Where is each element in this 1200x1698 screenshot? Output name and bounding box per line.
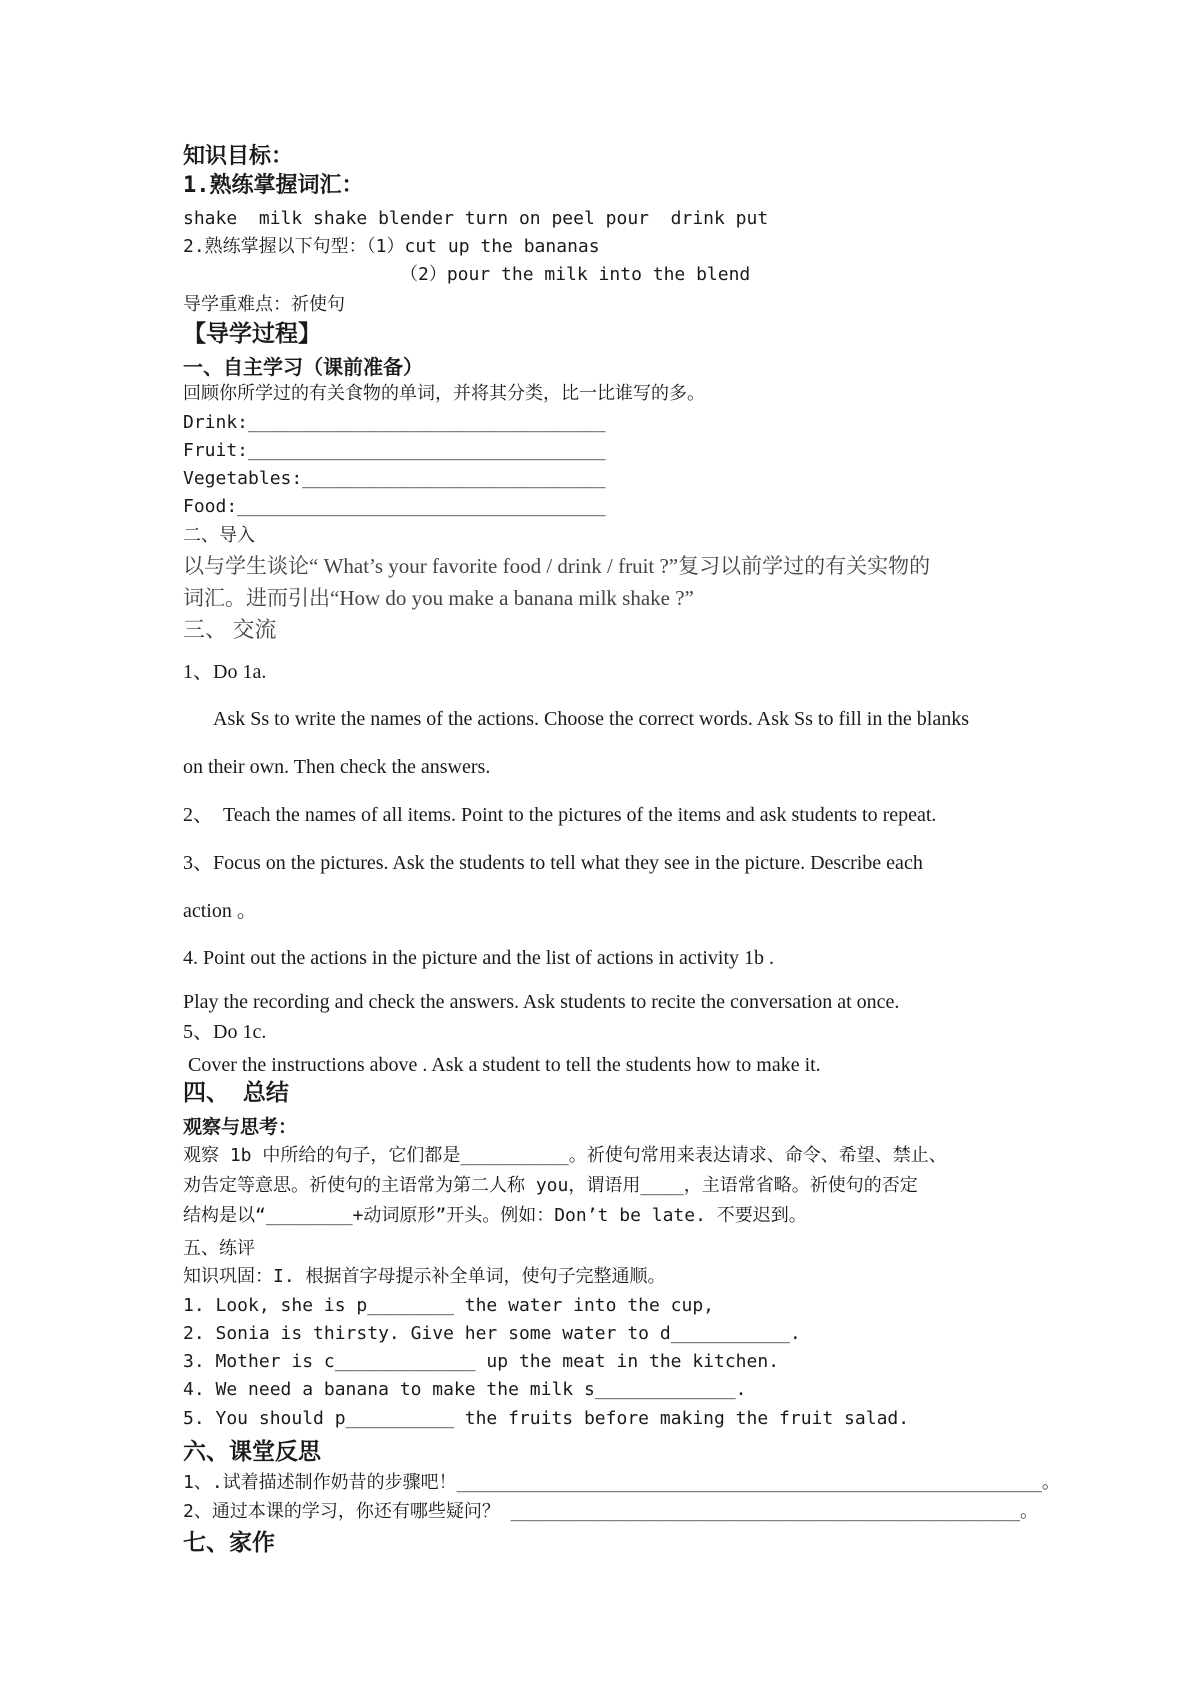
exercise-5: 5. You should p__________ the fruits before making the fruit salad. xyxy=(183,1408,910,1429)
sentence-2: （2）pour the milk into the blend xyxy=(400,264,751,285)
exercise-2: 2. Sonia is thirsty. Give her some water to d___________. xyxy=(183,1323,801,1344)
process-title: 【导学过程】 xyxy=(183,321,321,347)
item-1: 1、Do 1a. xyxy=(183,661,267,683)
section-4-para-1: 观察 1b 中所给的句子，它们都是__________。祈使句常用来表达请求、命令、希望、禁止、 xyxy=(183,1145,947,1166)
goals-title: 知识目标： xyxy=(183,144,294,169)
section-2-line-2: 词汇。进而引出“How do you make a banana milk shake ?” xyxy=(183,586,694,610)
section-6-title: 六、课堂反思 xyxy=(183,1439,321,1465)
item-3-line-b: action 。 xyxy=(183,900,257,922)
section-5-title: 五、练评 xyxy=(183,1238,255,1259)
fruit-blank: Fruit:_________________________________ xyxy=(183,440,606,461)
section-2-line-1: 以与学生谈论“ What’s your favorite food / drink / fruit ?”复习以前学过的有关实物的 xyxy=(183,554,931,578)
item-2: 2、 Teach the names of all items. Point to the pictures of the items and ask students to repeat. xyxy=(183,804,937,826)
section-4-title: 四、 总结 xyxy=(183,1080,289,1106)
vegetables-blank: Vegetables:____________________________ xyxy=(183,468,606,489)
section-4-para-2: 劝告定等意思。祈使句的主语常为第二人称 you，谓语用____，主语常省略。祈使句的否定 xyxy=(183,1175,918,1196)
exercise-3: 3. Mother is c_____________ up the meat in the kitchen. xyxy=(183,1351,780,1372)
item-3-line-a: 3、Focus on the pictures. Ask the students to tell what they see in the picture. Describe each xyxy=(183,852,923,874)
section-3-title: 三、 交流 xyxy=(183,617,277,642)
item-5: 5、Do 1c. xyxy=(183,1021,267,1043)
sentence-title: 2.熟练掌握以下句型：（1）cut up the bananas xyxy=(183,236,600,257)
food-blank: Food:__________________________________ xyxy=(183,496,606,517)
key-point: 导学重难点：祈使句 xyxy=(183,294,345,315)
section-5-intro: 知识巩固：I. 根据首字母提示补全单词，使句子完整通顺。 xyxy=(183,1266,666,1287)
section-1-title: 一、自主学习（课前准备） xyxy=(183,355,423,379)
item-1-line-a: Ask Ss to write the names of the actions. Choose the correct words. Ask Ss to fill in the blanks xyxy=(213,708,970,730)
item-1-line-b: on their own. Then check the answers. xyxy=(183,756,491,778)
section-1-instruction: 回顾你所学过的有关食物的单词，并将其分类，比一比谁写的多。 xyxy=(183,383,705,404)
exercise-1: 1. Look, she is p________ the water into the cup, xyxy=(183,1295,715,1316)
drink-blank: Drink:_________________________________ xyxy=(183,412,606,433)
section-4-subtitle: 观察与思考： xyxy=(183,1116,298,1138)
item-4-line-b: Play the recording and check the answers. Ask students to recite the conversation at once. xyxy=(183,991,900,1013)
vocab-words: shake milk shake blender turn on peel pour drink put xyxy=(183,208,769,229)
section-4-para-3: 结构是以“________+动词原形”开头。例如：Don’t be late. 不要迟到。 xyxy=(183,1205,807,1226)
section-7-title: 七、家作 xyxy=(183,1530,275,1556)
section-2-title: 二、导入 xyxy=(183,525,255,546)
item-4-line-a: 4. Point out the actions in the picture and the list of actions in activity 1b . xyxy=(183,947,775,969)
vocab-title: 1.熟练掌握词汇： xyxy=(183,173,364,198)
reflection-2: 2、通过本课的学习，你还有哪些疑问？ _______________________________________________。 xyxy=(183,1501,1039,1522)
reflection-1: 1、.试着描述制作奶昔的步骤吧！______________________________________________________。 xyxy=(183,1472,1060,1493)
exercise-4: 4. We need a banana to make the milk s_____________. xyxy=(183,1379,747,1400)
item-5-line-a: Cover the instructions above . Ask a student to tell the students how to make it. xyxy=(183,1054,821,1076)
